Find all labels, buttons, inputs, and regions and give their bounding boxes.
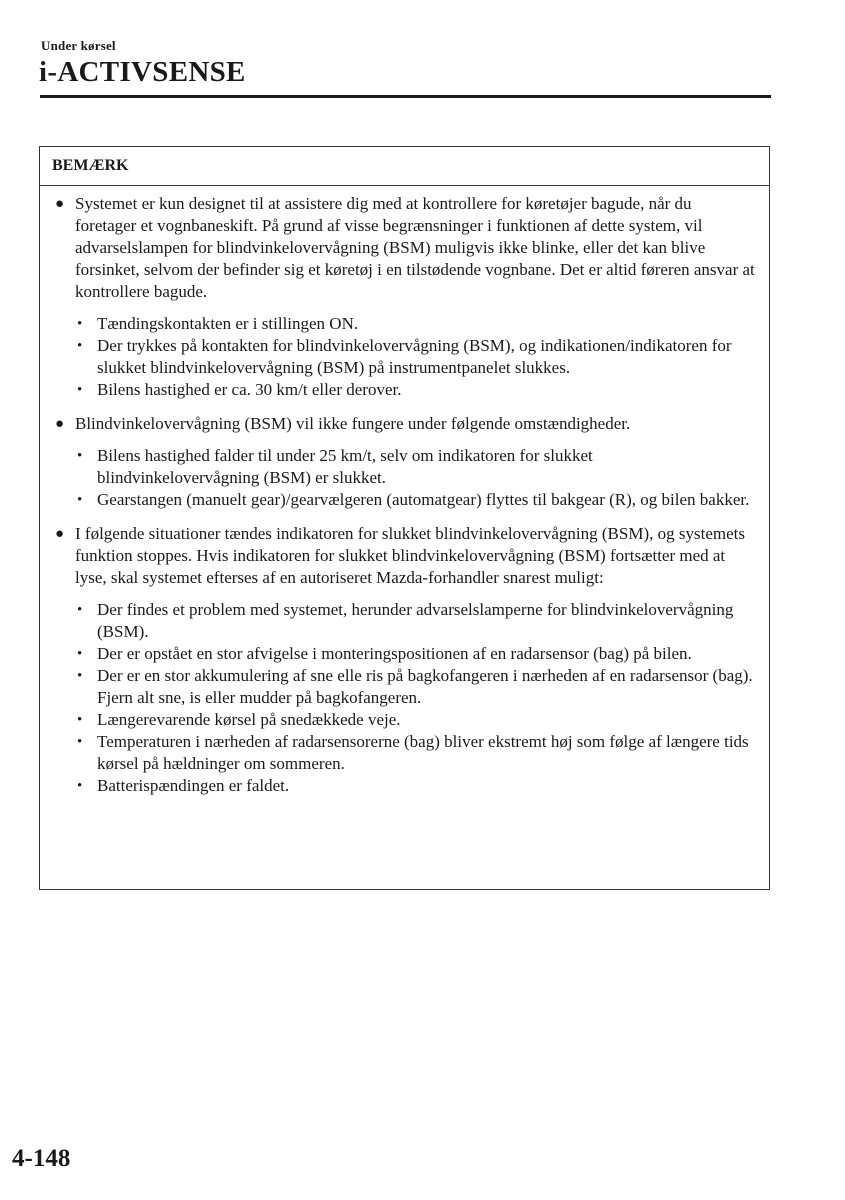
page-number: 4-148 [12,1145,71,1172]
sub-list-item [53,709,757,731]
note-item-text: Blindvinkelovervågning (BSM) vil ikke fungere under følgende omstændigheder. [75,414,631,433]
sub-list-item [53,665,757,709]
sub-bullet-icon: • [77,338,83,354]
bullet-icon: ● [55,416,65,432]
section-label: Under kørsel [41,38,116,53]
bullet-icon: ● [55,196,65,212]
sub-list [53,313,757,401]
sub-bullet-icon: • [77,382,83,398]
sub-list-item [53,489,757,511]
sub-list [53,445,757,511]
sub-bullet-icon: • [77,316,83,332]
sub-list-item [53,643,757,665]
sub-bullet-icon: • [77,778,83,794]
note-body [40,186,769,797]
sub-item-text: Gearstangen (manuelt gear)/gearvælgeren (automatgear) flyttes til bakgear (R), og bilen bakker. [97,490,750,509]
note-heading: BEMÆRK [40,147,769,186]
sub-bullet-icon: • [77,492,83,508]
bullet-icon: ● [55,526,65,542]
sub-bullet-icon: • [77,448,83,464]
sub-item-text: Der trykkes på kontakten for blindvinkelovervågning (BSM), og indikationen/indikatoren for slukket blindvinkelovervågning (BSM) på instrumentpanelet slukkes. [97,336,732,377]
sub-item-text: Batterispændingen er faldet. [97,776,290,795]
sub-item-text: Der er en stor akkumulering af sne elle ris på bagkofangeren i nærheden af en radarsensor (bag). Fjern alt sne, is eller mudder på bagkofangeren. [97,666,753,707]
note-item-text: Systemet er kun designet til at assistere dig med at kontrollere for køretøjer bagude, når du foretager et vognbaneskift. På grund af visse begrænsninger i funktionen af dette system, vil advarselslampen for blindvinkelovervågning (BSM) muligvis ikke blinke, eller det kan blive forsinket, selvom der befinder sig et køretøj i en tilstødende vognbane. Det er altid føreren ansvar at kontrollere bagude. [75,194,755,301]
sub-bullet-icon: • [77,602,83,618]
sub-bullet-icon: • [77,646,83,662]
sub-list-item [53,379,757,401]
note-list-item [53,193,757,303]
sub-list-item [53,445,757,489]
sub-bullet-icon: • [77,712,83,728]
sub-list [53,599,757,797]
sub-list-item [53,731,757,775]
sub-list-item [53,599,757,643]
sub-item-text: Der er opstået en stor afvigelse i monteringspositionen af en radarsensor (bag) på bilen. [97,644,692,663]
sub-item-text: Temperaturen i nærheden af radarsensorerne (bag) bliver ekstremt høj som følge af længere tids kørsel på hældninger om sommeren. [97,732,749,773]
note-list-item [53,413,757,435]
sub-item-text: Tændingskontakten er i stillingen ON. [97,314,359,333]
sub-bullet-icon: • [77,734,83,750]
page-title: i-ACTIVSENSE [39,56,246,88]
sub-list-item [53,335,757,379]
note-item-text: I følgende situationer tændes indikatoren for slukket blindvinkelovervågning (BSM), og systemets funktion stoppes. Hvis indikatoren for slukket blindvinkelovervågning (BSM) fortsætter med at lyse, skal systemet efterses af en autoriseret Mazda-forhandler snarest muligt: [75,524,745,587]
sub-item-text: Bilens hastighed falder til under 25 km/t, selv om indikatoren for slukket blindvinkelovervågning (BSM) er slukket. [97,446,593,487]
sub-bullet-icon: • [77,668,83,684]
sub-item-text: Bilens hastighed er ca. 30 km/t eller derover. [97,380,402,399]
note-box [39,146,770,890]
title-divider [40,95,771,98]
sub-list-item [53,313,757,335]
sub-item-text: Der findes et problem med systemet, herunder advarselslamperne for blindvinkelovervågning (BSM). [97,600,734,641]
sub-list-item [53,775,757,797]
note-list-item [53,523,757,589]
sub-item-text: Længerevarende kørsel på snedækkede veje. [97,710,401,729]
